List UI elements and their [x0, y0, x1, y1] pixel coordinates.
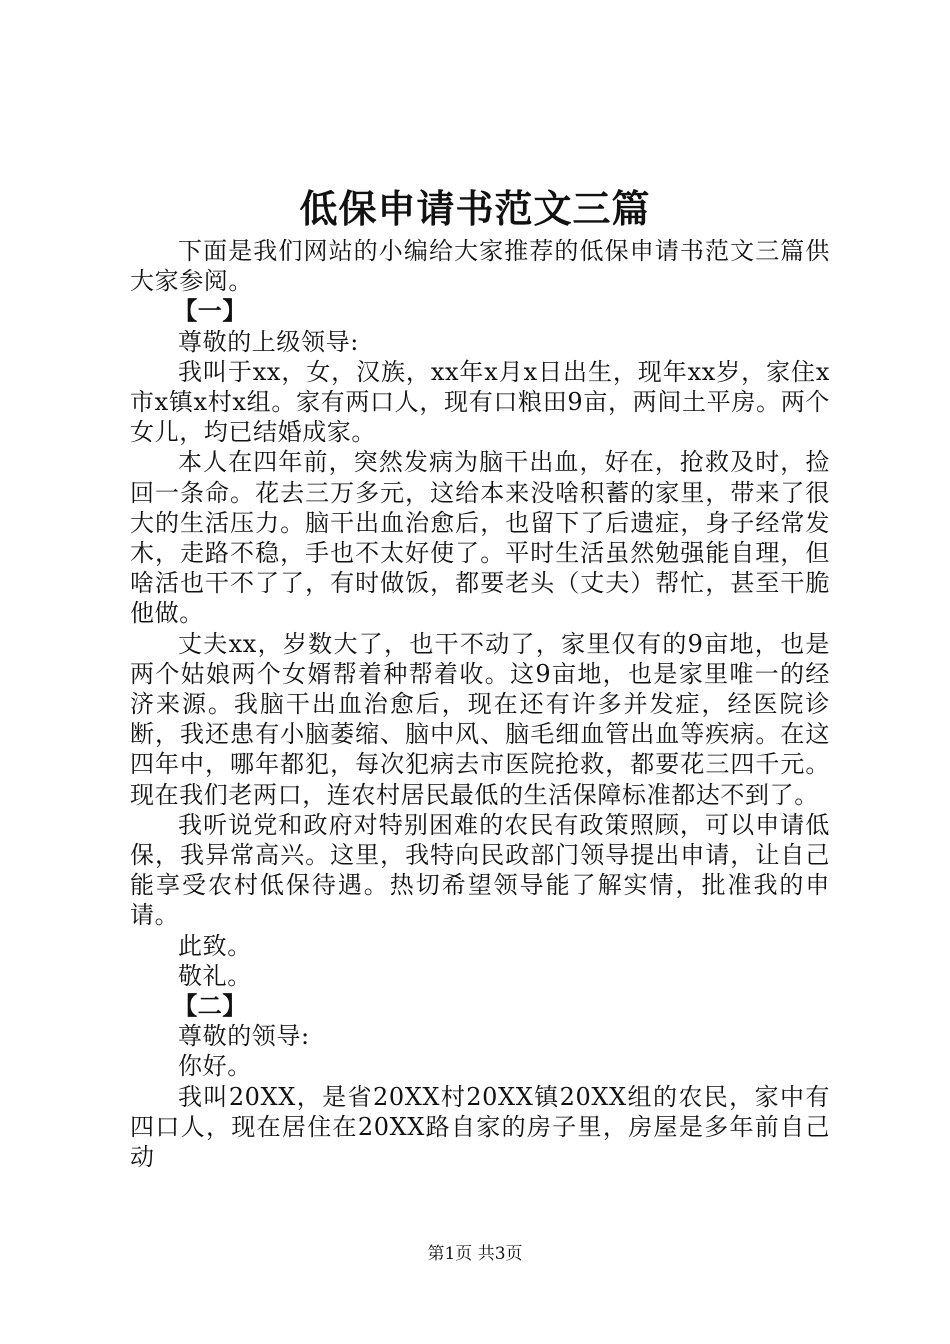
page-number-footer: 第1页 共3页	[427, 1244, 523, 1264]
closing-line: 此致。	[178, 931, 252, 960]
greeting-line: 你好。	[178, 1052, 252, 1081]
body-paragraph: 我叫于xx，女，汉族，xx年x月x日出生，现年xx岁，家住x市x镇x村x组。家有两口人，现有口粮田9亩，两间土平房。两个女儿，均已结婚成家。	[130, 357, 830, 447]
section-heading-1: 【一】	[173, 296, 247, 326]
section-heading-2: 【二】	[173, 991, 247, 1021]
body-paragraph: 我叫20XX，是省20XX村20XX镇20XX组的农民，家中有四口人，现在居住在20XX路自家的房子里，房屋是多年前自己动	[130, 1082, 830, 1172]
salutation-2: 尊敬的领导:	[178, 1022, 310, 1051]
intro-paragraph: 下面是我们网站的小编给大家推荐的低保申请书范文三篇供大家参阅。	[130, 237, 830, 296]
document-title: 低保申请书范文三篇	[299, 186, 651, 231]
closing-line: 敬礼。	[178, 961, 252, 990]
body-paragraph: 丈夫xx，岁数大了，也干不动了，家里仅有的9亩地，也是两个姑娘两个女婿帮着种帮着收。这9亩地，也是家里唯一的经济来源。我脑干出血治愈后，现在还有许多并发症，经医院诊断，我还患有小脑萎缩、脑中风、脑毛细血管出血等疾病。在这四年中，哪年都犯，每次犯病去市医院抢救，都要花三四千元。现在我们老两口，连农村居民最低的生活保障标准都达不到了。	[130, 629, 830, 809]
salutation-1: 尊敬的上级领导:	[178, 327, 359, 356]
body-paragraph: 我听说党和政府对特别困难的农民有政策照顾，可以申请低保，我异常高兴。这里，我特向民政部门领导提出申请，让自己能享受农村低保待遇。热切希望领导能了解实情，批准我的申请。	[130, 810, 830, 930]
body-paragraph: 本人在四年前，突然发病为脑干出血，好在，抢救及时，捡回一条命。花去三万多元，这给本来没啥积蓄的家里，带来了很大的生活压力。脑干出血治愈后，也留下了后遗症，身子经常发木，走路不稳，手也不太好使了。平时生活虽然勉强能自理，但啥活也干不了了，有时做饭，都要老头（丈夫）帮忙，甚至干脆他做。	[130, 448, 830, 628]
document-body	[130, 236, 830, 1172]
